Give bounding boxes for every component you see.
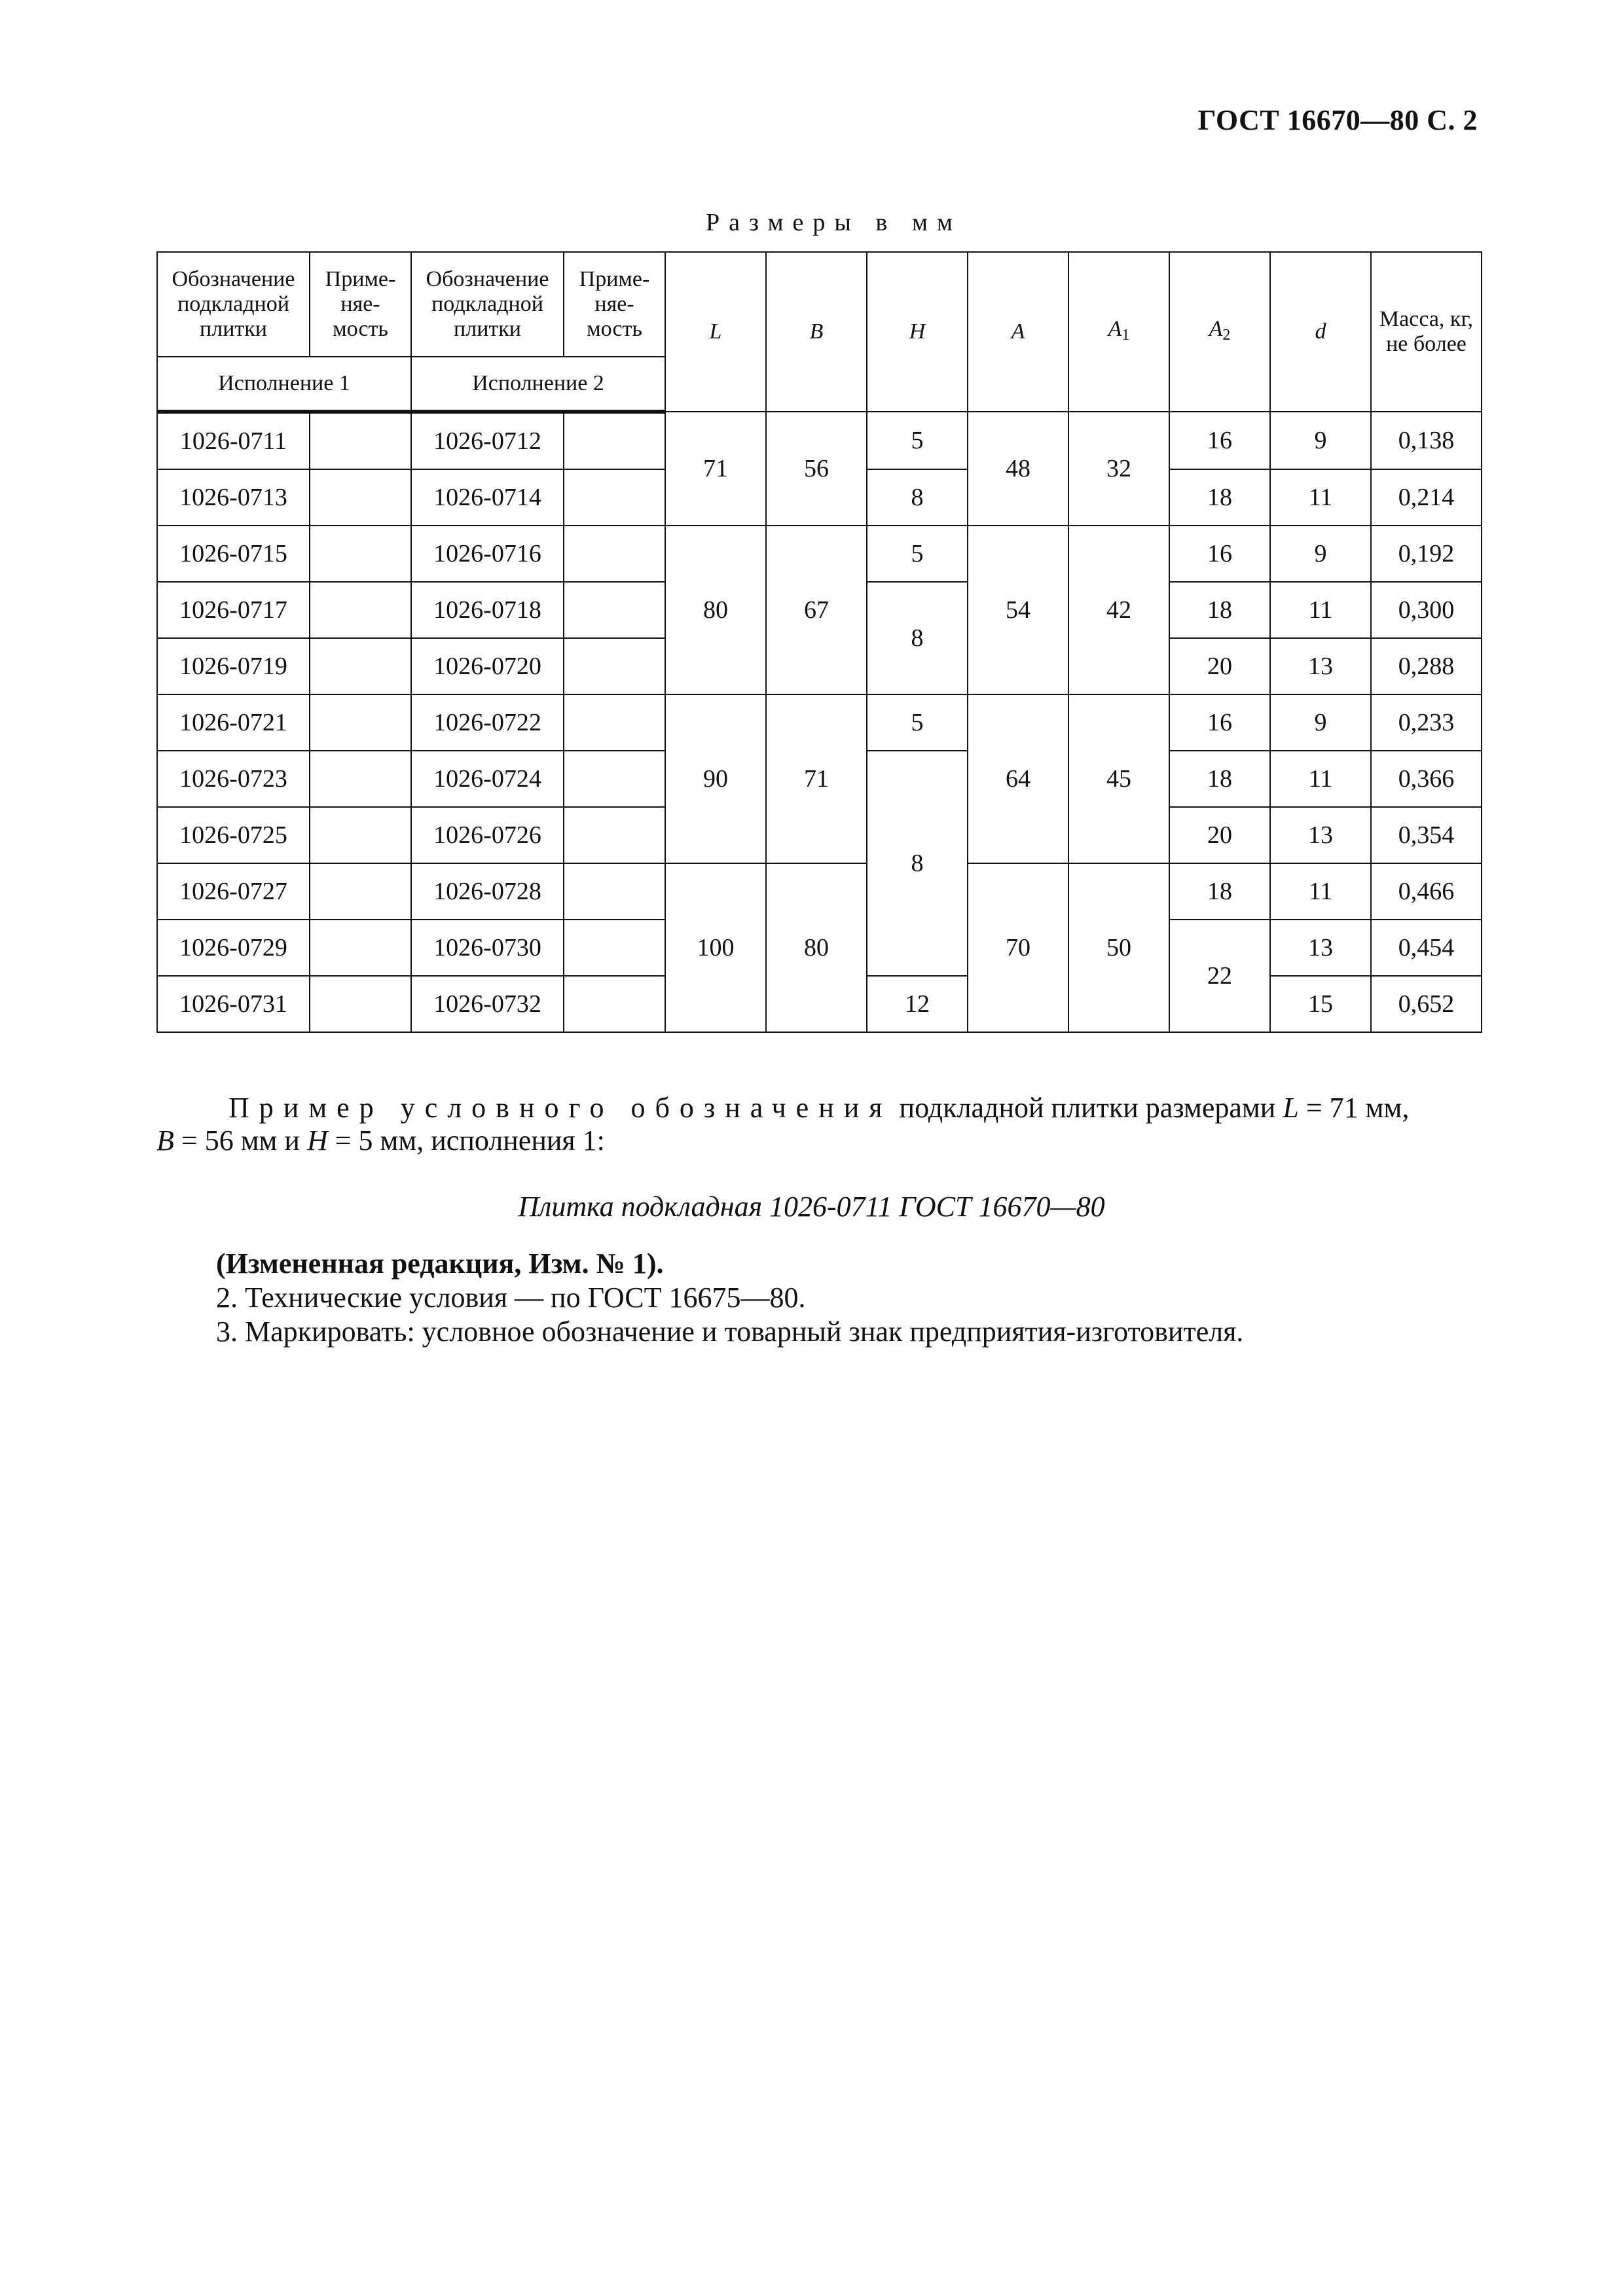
cell-execution1: 1026-0719 bbox=[157, 638, 310, 694]
table-row bbox=[157, 694, 1482, 751]
cell-execution2: 1026-0712 bbox=[411, 412, 564, 469]
cell-d: 13 bbox=[1270, 807, 1371, 863]
cell-applicability2 bbox=[564, 694, 665, 751]
cell-applicability2 bbox=[564, 638, 665, 694]
cell-B: 56 bbox=[766, 412, 867, 526]
cell-d: 13 bbox=[1270, 638, 1371, 694]
header-designation-1: Обозначение подкладной плитки bbox=[157, 252, 310, 357]
header-execution-2: Исполнение 2 bbox=[411, 357, 665, 412]
cell-d: 11 bbox=[1270, 582, 1371, 638]
example-L-symbol: L bbox=[1283, 1092, 1299, 1124]
note-item-2: 2. Технические условия — по ГОСТ 16675—80. bbox=[216, 1282, 806, 1314]
cell-d: 9 bbox=[1270, 412, 1371, 469]
cell-applicability1 bbox=[310, 920, 411, 976]
cell-d: 15 bbox=[1270, 976, 1371, 1032]
cell-A: 64 bbox=[968, 694, 1068, 863]
cell-A1: 45 bbox=[1068, 694, 1169, 863]
cell-mass: 0,354 bbox=[1371, 807, 1482, 863]
cell-applicability1 bbox=[310, 694, 411, 751]
example-B-value: = 56 мм и bbox=[173, 1124, 307, 1157]
cell-mass: 0,288 bbox=[1371, 638, 1482, 694]
cell-A2: 20 bbox=[1169, 638, 1270, 694]
cell-applicability1 bbox=[310, 469, 411, 526]
dimensions-table bbox=[156, 251, 1482, 1033]
table-caption: Размеры в мм bbox=[706, 209, 962, 236]
header-A2-main: A bbox=[1209, 316, 1223, 341]
cell-execution2: 1026-0718 bbox=[411, 582, 564, 638]
cell-A2: 20 bbox=[1169, 807, 1270, 863]
header-d: d bbox=[1270, 252, 1371, 412]
cell-A2: 18 bbox=[1169, 469, 1270, 526]
example-line-2 bbox=[156, 1124, 1481, 1157]
cell-mass: 0,454 bbox=[1371, 920, 1482, 976]
cell-A2: 22 bbox=[1169, 920, 1270, 1032]
amendment-note: (Измененная редакция, Изм. № 1). bbox=[216, 1247, 664, 1280]
example-L-value: = 71 мм, bbox=[1298, 1092, 1410, 1124]
cell-applicability2 bbox=[564, 751, 665, 807]
cell-applicability1 bbox=[310, 863, 411, 920]
header-A1-main: A bbox=[1108, 316, 1122, 341]
cell-d: 11 bbox=[1270, 469, 1371, 526]
cell-A1: 42 bbox=[1068, 526, 1169, 694]
cell-d: 11 bbox=[1270, 863, 1371, 920]
header-A2-sub: 2 bbox=[1222, 326, 1231, 344]
example-line-1 bbox=[156, 1092, 1481, 1124]
notes bbox=[216, 1247, 1243, 1349]
page-header: ГОСТ 16670—80 С. 2 bbox=[1197, 104, 1478, 136]
example-paragraph bbox=[156, 1092, 1481, 1157]
cell-d: 9 bbox=[1270, 526, 1371, 582]
cell-mass: 0,366 bbox=[1371, 751, 1482, 807]
cell-mass: 0,233 bbox=[1371, 694, 1482, 751]
cell-A2: 18 bbox=[1169, 863, 1270, 920]
example-B-symbol: B bbox=[156, 1124, 174, 1157]
header-execution-1: Исполнение 1 bbox=[157, 357, 411, 412]
cell-A2: 18 bbox=[1169, 582, 1270, 638]
cell-A: 48 bbox=[968, 412, 1068, 526]
cell-execution1: 1026-0715 bbox=[157, 526, 310, 582]
cell-execution2: 1026-0724 bbox=[411, 751, 564, 807]
table-row bbox=[157, 526, 1482, 582]
cell-applicability2 bbox=[564, 412, 665, 469]
cell-applicability1 bbox=[310, 638, 411, 694]
cell-mass: 0,300 bbox=[1371, 582, 1482, 638]
cell-A2: 16 bbox=[1169, 694, 1270, 751]
example-lead: Пример условного обозначения bbox=[228, 1092, 892, 1124]
header-designation-2: Обозначение подкладной плитки bbox=[411, 252, 564, 357]
cell-H: 5 bbox=[867, 412, 968, 469]
cell-execution1: 1026-0725 bbox=[157, 807, 310, 863]
cell-d: 9 bbox=[1270, 694, 1371, 751]
cell-execution2: 1026-0726 bbox=[411, 807, 564, 863]
cell-applicability2 bbox=[564, 526, 665, 582]
cell-B: 71 bbox=[766, 694, 867, 863]
cell-execution1: 1026-0723 bbox=[157, 751, 310, 807]
cell-execution1: 1026-0713 bbox=[157, 469, 310, 526]
cell-execution2: 1026-0714 bbox=[411, 469, 564, 526]
cell-applicability1 bbox=[310, 807, 411, 863]
cell-B: 67 bbox=[766, 526, 867, 694]
cell-L: 80 bbox=[665, 526, 766, 694]
cell-execution2: 1026-0732 bbox=[411, 976, 564, 1032]
cell-execution2: 1026-0720 bbox=[411, 638, 564, 694]
table-row bbox=[157, 412, 1482, 469]
cell-applicability1 bbox=[310, 582, 411, 638]
cell-A: 70 bbox=[968, 863, 1068, 1032]
cell-mass: 0,138 bbox=[1371, 412, 1482, 469]
cell-execution2: 1026-0722 bbox=[411, 694, 564, 751]
cell-applicability2 bbox=[564, 863, 665, 920]
header-A1-sub: 1 bbox=[1122, 326, 1130, 344]
example-text: подкладной плитки размерами bbox=[892, 1092, 1283, 1124]
header-H: H bbox=[867, 252, 968, 412]
cell-applicability2 bbox=[564, 920, 665, 976]
cell-A2: 18 bbox=[1169, 751, 1270, 807]
table-row bbox=[157, 863, 1482, 920]
cell-applicability1 bbox=[310, 976, 411, 1032]
cell-applicability1 bbox=[310, 526, 411, 582]
cell-H: 12 bbox=[867, 976, 968, 1032]
cell-B: 80 bbox=[766, 863, 867, 1032]
header-A: A bbox=[968, 252, 1068, 412]
cell-applicability2 bbox=[564, 582, 665, 638]
cell-A2: 16 bbox=[1169, 526, 1270, 582]
cell-applicability2 bbox=[564, 469, 665, 526]
example-H-value: = 5 мм, исполнения 1: bbox=[327, 1124, 605, 1157]
cell-applicability2 bbox=[564, 976, 665, 1032]
header-L: L bbox=[665, 252, 766, 412]
cell-H: 8 bbox=[867, 582, 968, 694]
cell-A2: 16 bbox=[1169, 412, 1270, 469]
cell-d: 11 bbox=[1270, 751, 1371, 807]
cell-H: 5 bbox=[867, 694, 968, 751]
cell-execution2: 1026-0730 bbox=[411, 920, 564, 976]
cell-execution1: 1026-0727 bbox=[157, 863, 310, 920]
cell-mass: 0,214 bbox=[1371, 469, 1482, 526]
cell-execution2: 1026-0716 bbox=[411, 526, 564, 582]
cell-applicability2 bbox=[564, 807, 665, 863]
cell-applicability1 bbox=[310, 751, 411, 807]
cell-L: 90 bbox=[665, 694, 766, 863]
header-A2 bbox=[1169, 252, 1270, 412]
header-B: B bbox=[766, 252, 867, 412]
cell-mass: 0,192 bbox=[1371, 526, 1482, 582]
cell-A1: 32 bbox=[1068, 412, 1169, 526]
cell-execution1: 1026-0711 bbox=[157, 412, 310, 469]
cell-H: 5 bbox=[867, 526, 968, 582]
cell-execution1: 1026-0721 bbox=[157, 694, 310, 751]
header-applicability-1: Приме- няе- мость bbox=[310, 252, 411, 357]
cell-d: 13 bbox=[1270, 920, 1371, 976]
note-item-3: 3. Маркировать: условное обозначение и товарный знак предприятия-изготовителя. bbox=[216, 1316, 1244, 1348]
header-applicability-2: Приме- няе- мость bbox=[564, 252, 665, 357]
cell-H: 8 bbox=[867, 751, 968, 976]
cell-A1: 50 bbox=[1068, 863, 1169, 1032]
header-mass: Масса, кг, не более bbox=[1371, 252, 1482, 412]
cell-execution1: 1026-0717 bbox=[157, 582, 310, 638]
cell-execution1: 1026-0729 bbox=[157, 920, 310, 976]
cell-H: 8 bbox=[867, 469, 968, 526]
cell-execution2: 1026-0728 bbox=[411, 863, 564, 920]
cell-applicability1 bbox=[310, 412, 411, 469]
cell-mass: 0,652 bbox=[1371, 976, 1482, 1032]
cell-mass: 0,466 bbox=[1371, 863, 1482, 920]
cell-execution1: 1026-0731 bbox=[157, 976, 310, 1032]
header-A1 bbox=[1068, 252, 1169, 412]
example-designation: Плитка подкладная 1026-0711 ГОСТ 16670—80 bbox=[518, 1191, 1105, 1223]
cell-A: 54 bbox=[968, 526, 1068, 694]
cell-L: 100 bbox=[665, 863, 766, 1032]
example-H-symbol: H bbox=[306, 1124, 328, 1157]
cell-L: 71 bbox=[665, 412, 766, 526]
